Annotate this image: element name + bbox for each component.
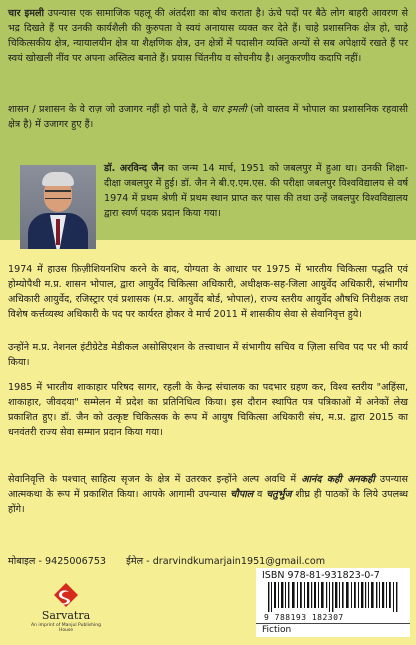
- author-bio-5: [8, 472, 408, 517]
- book-title-chaupal: चौपाल: [230, 489, 254, 500]
- email-label: ईमेल: [126, 556, 144, 567]
- author-bio-5c: व: [253, 489, 267, 500]
- book-title-inline: चार इमली: [8, 8, 44, 19]
- barcode-digits: 9 788193 182307: [264, 613, 344, 622]
- book-title-anand: आनंद कही अनकही: [301, 474, 375, 485]
- book-title-chaturbhuj: चतुर्भुज: [266, 489, 292, 500]
- barcode-icon: [264, 582, 404, 612]
- author-bio-5b: उपन्यास आत्मकथा के रूप में प्रकाशित किया। आपके आगामी उपन्यास: [8, 474, 408, 500]
- isbn-barcode-box: [256, 568, 410, 637]
- category-label: Fiction: [262, 625, 292, 635]
- book-title-inline-2: चार इमली: [211, 104, 247, 115]
- publisher-tagline: An imprint of Manjul Publishing House: [30, 623, 102, 633]
- author-bio-5a: सेवानिवृत्ति के पश्चात् साहित्य सृजन के क्षेत्र में उतरकर इन्होंने अल्प अवधि में: [8, 474, 302, 485]
- author-bio-3: उन्होंने म.प्र. नेशनल इंटीग्रेटेड मेडीकल असोसिएशन के तत्त्वाधान में संभागीय सचिव व ज़िला सचिव पद पर भी कार्य किया।: [8, 342, 408, 368]
- mobile-number: 9425006753: [44, 556, 107, 567]
- isbn-label: ISBN 978-81-931823-0-7: [262, 570, 380, 581]
- synopsis-paragraph-1: [8, 6, 408, 66]
- synopsis-text-2a: शासन / प्रशासन के वे राज़ जो उजागर नहीं हो पाते हैं, वे: [8, 104, 212, 115]
- sarvatra-logo-icon: [46, 581, 86, 609]
- author-bio-5d: शीघ्र ही पाठकों के लिये उपलब्ध होंगे।: [8, 489, 409, 515]
- publisher-logo: [26, 581, 106, 637]
- synopsis-text: उपन्यास एक सामाजिक पहलू की अंतर्दशा का बोध कराता है। ऊंचे पदों पर बैठे लोग बाहरी आवरण से भद्र दिखते हैं पर उनकी कार्यशैली की कुरुपता वे स्वयं अनायास व्यक्त कर देते हैं। चाहे प्रशासनिक क्षेत्र हो, चाहे चिकित्सकीय क्षेत्र, न्यायालयीन क्षेत्र या शैक्षणिक क्षेत्र, उन क्षेत्रों में पदासीन व्यक्ति अन्यों से सब अपेक्षायें रखते हैं पर स्वयं खोखली नींव पर अपना अस्तित्व बनाते हैं। प्रयास चिंतनीय व सोचनीय है। अनुकरणीय कदापि नहीं।: [8, 8, 408, 64]
- publisher-name: Sarvatra: [41, 609, 91, 622]
- mobile-label: मोबाइल: [8, 556, 36, 567]
- synopsis-text-2b: (जो वास्तव में भोपाल का प्रशासनिक रहवासी क्षेत्र है) में उजागर हुए हैं।: [8, 104, 408, 130]
- author-bio-1-text: का जन्म 14 मार्च, 1951 को जबलपुर में हुआ था। उनकी शिक्षा-दीक्षा जबलपुर में हुई। डॉ. जैन ने बी.ए.एम.एस. की परीक्षा जबलपुर विश्वविद्यालय से वर्ष 1974 में प्रथम श्रेणी में प्रथम स्थान प्राप्त कर पास की तथा उन्हें जबलपुर विश्वविद्यालय द्वारा स्वर्ण पदक प्रदान किया गया।: [104, 163, 408, 219]
- author-bio-2: 1974 में हाउस फ़िज़ीशियनशिप करने के बाद, योग्यता के आधार पर 1975 में भारतीय चिकित्सा पद्धति एवं होम्योपैथी म.प्र. शासन भोपाल, द्वारा आयुर्वेद चिकित्सा अधिकारी, अधीक्षक-सह-जिला आयुर्वेद अधिकारी, संभागीय अधिकारी आयुर्वेद, रजिस्ट्रार एवं प्रशासक (म.प्र. आयुर्वेद बोर्ड, भोपाल), राज्य स्तरीय आयुर्वेद औषधि निरीक्षक तथा विशेष कर्त्तव्यस्थ अधिकारी के पद पर कार्यरत होकर वे मार्च 2011 में शासकीय सेवा से सेवानिवृत्त हुये।: [8, 264, 408, 320]
- author-bio-4: 1985 में भारतीय शाकाहार परिषद सागर, रहली के केन्द्र संचालक का पदभार ग्रहण कर, विश्व स्तरीय "अहिंसा, शाकाहार, जीवदया" सम्मेलन में प्रदेश का प्रतिनिधित्व किया। इस दौरान स्थापित पत्र पत्रिकाओं में अनेकों लेख प्रकाशित हुए। डॉ. जैन को उत्कृष्ट चिकित्सक के रूप में आयुष चिकित्सा अधिकारी संघ, म.प्र. द्वारा 2015 का धनवंतरी राज्य सेवा सम्मान प्रदान किया गया।: [8, 382, 408, 438]
- synopsis-paragraph-2: [8, 102, 408, 132]
- author-photo: [20, 165, 96, 249]
- author-bio-1: [104, 161, 408, 221]
- email-address: drarvindkumarjain1951@gmail.com: [152, 556, 326, 567]
- divider: [256, 623, 410, 624]
- author-name: डॉ. अरविन्द जैन: [104, 163, 164, 174]
- contact-line: मोबाइल - 9425006753 ईमेल - drarvindkumarjain1951@gmail.com: [8, 556, 326, 567]
